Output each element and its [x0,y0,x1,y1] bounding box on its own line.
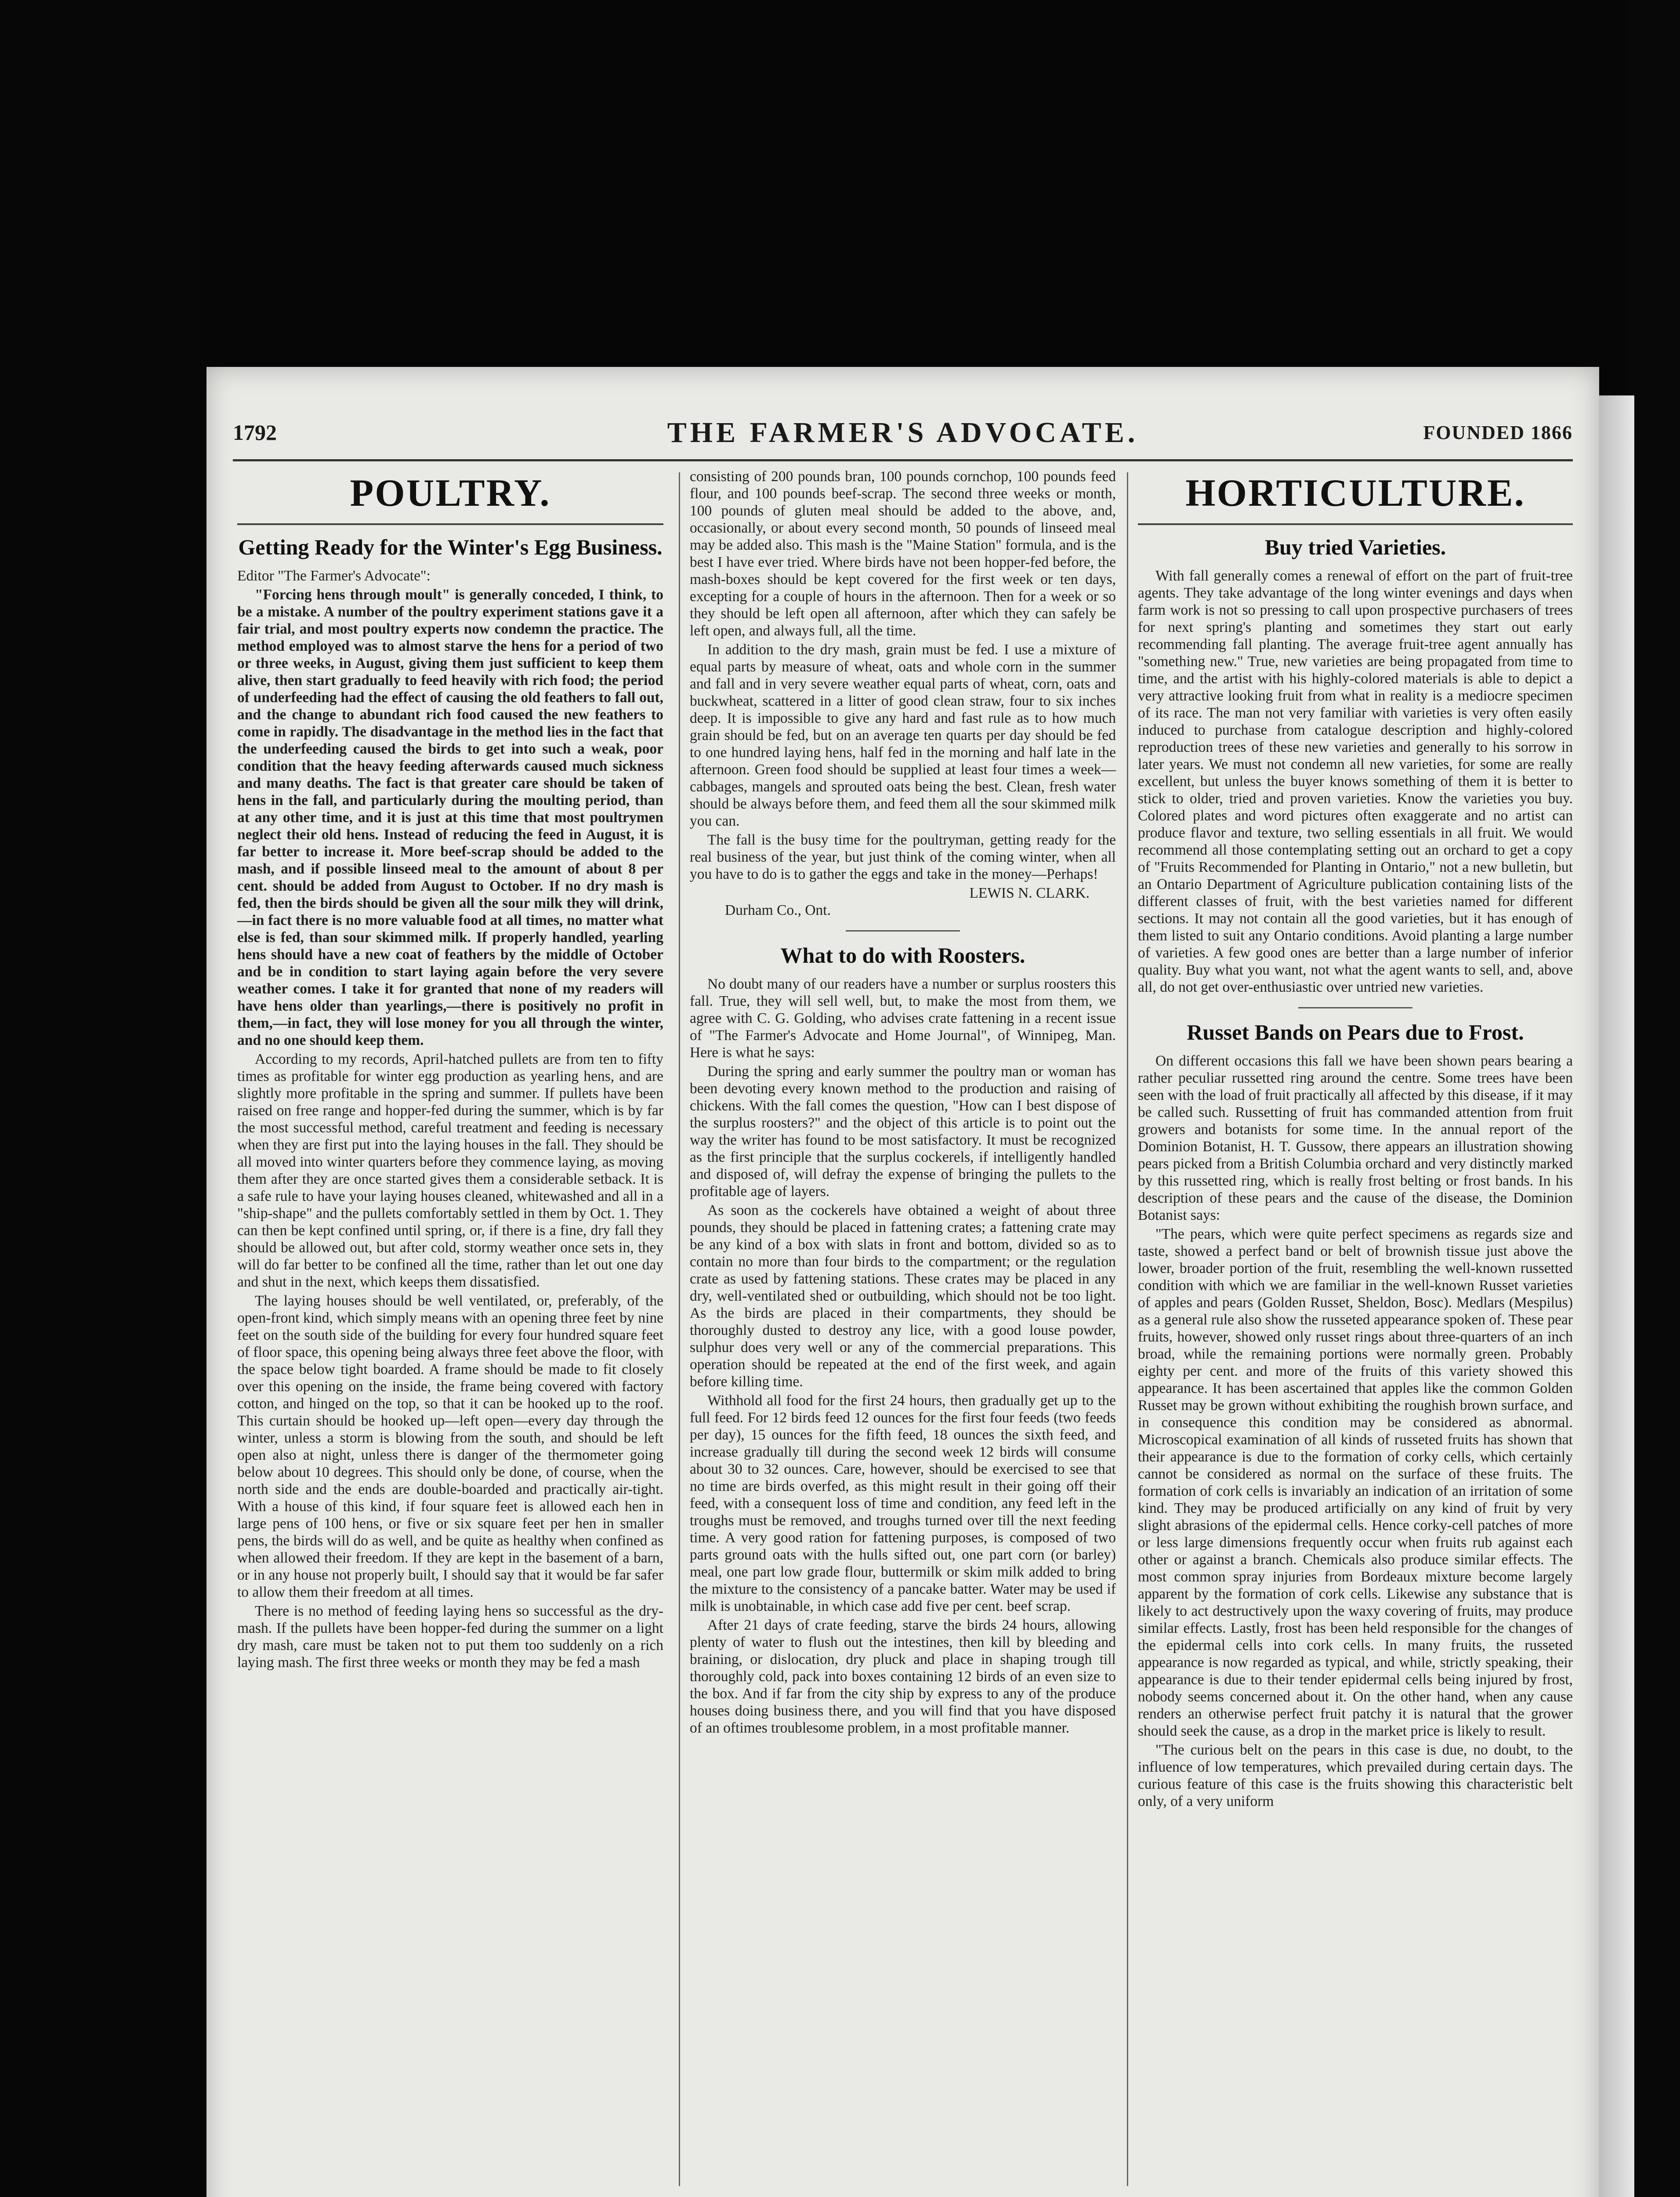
page-number: 1792 [233,420,277,445]
article-title-tried-varieties: Buy tried Varieties. [1264,535,1446,559]
paragraph: "The pears, which were quite perfect specimens as regards size and taste, showed a perfect band or belt of brownish tissue just above the lower, broader portion of the fruit, resembling the well-known russetted condition with which we are familiar in the well-known Russet varieties of apples and pears (Golden Russet, Sheldon, Bosc). Medlars (Mespilus) as a general rule also show the russeted appearance spoken of. These pear fruits, however, showed only russet rings about three-quarters of an inch broad, while the remaining portions were normally green. Probably eighty per cent. and more of the fruits of this variety showed this appearance. It has been ascertained that apples like the common Golden Russet may be grown without exhibiting the roughish brown surface, and in consequence this condition may be considered as abnormal. Microscopical examination of all kinds of russeted fruits has shown that their appearance is due to the formation of corky cells, which certainly cannot be considered as normal on the surface of these fruits. The formation of cork cells is invariably an indication of an irritation of some kind. They may be produced artificially on any kind of fruit by very slight abrasions of the epidermal cells. Hence corky-cell patches of more or less large dimensions frequently occur when fruits rub against each other or against a branch. Chemicals also produce similar effects. The most common spray injuries from Bordeaux mixture become largely apparent by the formation of cork cells. Likewise any substance that is likely to act destructively upon the waxy covering of fruits, may produce similar effects. Lastly, frost has been held responsible for the changes of the epidermal cells into cork cells. In many fruits, the russeted appearance is now regarded as typical, and while, strictly speaking, their appearance is due to their tender epidermal cells being injured by frost, nobody seems concerned about it. On the other hand, when any cause renders an otherwise perfect fruit patchy it is natural that the grower should seek the cause, as a drop in the market price is likely to result. [1138,1226,1573,1739]
paragraph: During the spring and early summer the poultry man or woman has been devoting every known method to the production and raising of chickens. With the fall comes the question, "How can I best dispose of the surplus roosters?" and the object of this article is to point out the way the writer has found to be most satisfactory. It must be recognized as the first principle that the surplus cockerels, if intelligently handled and disposed of, will defray the expense of bringing the pullets to the profitable age of layers. [690,1063,1116,1200]
adjacent-page-edge [1599,395,1634,2197]
column-poultry [237,468,663,1673]
paragraph: On different occasions this fall we have been shown pears bearing a rather peculiar russetted ring around the centre. Some trees have been seen with the load of fruit practically all affected by this disease, if it may be called such. Russetting of fruit has commanded attention from fruit growers and botanists for some time. In the annual report of the Dominion Botanist, H. T. Gussow, there appears an illustration showing pears picked from a British Columbia orchard and very distinctly marked by this russetted ring, which is really frost belting or frost bands. In his description of these pears and the cause of the disease, the Dominion Botanist says: [1138,1053,1573,1223]
paragraph: The fall is the busy time for the poultryman, getting ready for the real business of the year, but just think of the coming winter, when all you have to do is to gather the eggs and take in the money—Perhaps! [690,832,1116,882]
masthead [233,417,1573,455]
section-title-horticulture: HORTICULTURE. [1185,472,1525,515]
paragraph: consisting of 200 pounds bran, 100 pounds cornchop, 100 pounds feed flour, and 100 pounds beef-scrap. The second three weeks or month, 100 pounds of gluten meal should be added to the above, and, occasionally, or about every second month, 50 pounds of linseed meal may be added also. This mash is the "Maine Station" formula, and is the best I have ever tried. Where birds have not been hopper-fed before, the mash-boxes should be kept covered for the first week or ten days, excepting for a couple of hours in the afternoon. Then for a week or so they should be left open all afternoon, after which they can safely be left open, and always full, all the time. [690,468,1116,639]
author-location: Durham Co., Ont. [725,902,831,918]
paragraph: Withhold all food for the first 24 hours, then gradually get up to the full feed. For 12 birds feed 12 ounces for the first four feeds (two feeds per day), 15 ounces for the fifth feed, 18 ounces the sixth feed, and increase gradually till during the second week 12 birds will consume about 30 to 32 ounces. Care, however, should be exercised to see that no time are birds overfed, as this might result in their going off their feed, with a consequent loss of time and condition, any feed left in the troughs must be removed, and troughs turned over till the next feeding time. A very good ration for fattening purposes, is composed of two parts ground oats with the hulls sifted out, one part corn (or barley) meal, one part low grade flour, buttermilk or skim milk added to bring the mixture to the consistency of a pancake batter. Water may be used if milk is unobtainable, in which case add five per cent. beef scrap. [690,1392,1116,1614]
author-signature: LEWIS N. CLARK. [969,885,1090,901]
masthead-rule [233,459,1573,461]
microfilm-border-top [0,0,1680,365]
section-rule [1138,523,1573,525]
founded-line: FOUNDED 1866 [1423,422,1573,443]
paragraph: "Forcing hens through moult" is generally conceded, I think, to be a mistake. A number of the poultry experiment stations gave it a fair trial, and most poultry experts now condemn the practice. The method employed was to almost starve the hens for a period of two or three weeks, in August, giving them just sufficient to keep them alive, then start gradually to feed heavily with rich food; the period of underfeeding had the effect of causing the old feathers to fall out, and the change to abundant rich food caused the new feathers to come in rapidly. The disadvantage in the method lies in the fact that the underfeeding caused the birds to get into such a weak, poor condition that the heavy feeding afterwards caused much sickness and many deaths. The fact is that greater care should be taken of hens in the fall, and particularly during the moulting period, than at any other time, and it is just at this time that most poultrymen neglect their old hens. Instead of reducing the feed in August, it is far better to increase it. More beef-scrap should be added to the mash, and if possible linseed meal to the amount of about 8 per cent. should be added from August to October. If no dry mash is fed, then the birds should be given all the sour milk they will drink,—in fact there is no more valuable food at all times, no matter what else is fed, than sour skimmed milk. If properly handled, yearling hens should have a new coat of feathers by the middle of October and be in condition to start laying again before the very severe weather comes. I take it for granted that none of my readers will have hens older than yearlings,—there is positively no profit in them,—in fact, they will lose money for you all through the winter, and no one should keep them. [237,587,663,1048]
paragraph: According to my records, April-hatched pullets are from ten to fifty times as profitable for winter egg production as yearling hens, and are slightly more profitable in the spring and summer. If pullets have been raised on free range and hopper-fed during the summer, which is by far the most successful method, careful treatment and feeding is necessary when they are first put into the laying houses in the fall. They should be all moved into winter quarters before they commence laying, as moving them after they are once started gives them a considerable setback. It is a safe rule to have your laying houses cleaned, whitewashed and all in a "ship-shape" and the pullets comfortably settled in them by Oct. 1. They can then be kept confined until spring, or, if there is a fine, dry fall they should be allowed out, but after cold, stormy weather once sets in, they will do far better to be confined all the time, rather than let out one day and shut in the next, which keeps them dissatisfied. [237,1051,663,1290]
paragraph: In addition to the dry mash, grain must be fed. I use a mixture of equal parts by measure of wheat, oats and whole corn in the summer and fall and in very severe weather equal parts of wheat, corn, oats and buckwheat, scattered in a litter of good clean straw, four to six inches deep. It is impossible to give any hard and fast rule as to how much grain should be fed, but on an average ten quarts per day should be fed to one hundred laying hens, half fed in the morning and half late in the afternoon. Green food should be supplied at least four times a week—cabbages, mangels and sprouted oats being the best. Clean, fresh water should be always before them, and feed them all the sour skimmed milk you can. [690,642,1116,829]
column-divider [1127,472,1128,2186]
article-title-russet-bands: Russet Bands on Pears due to Frost. [1187,1020,1524,1044]
paragraph: After 21 days of crate feeding, starve the birds 24 hours, allowing plenty of water to flush out the intestines, then kill by bleeding and braining, or dislocation, dry pluck and place in shaping trough till thoroughly cold, pack into boxes containing 12 birds of an even size to the box. And if far from the city ship by express to any of the produce houses doing business there, and you will find that you have disposed of an oftimes troublesome problem, in a most profitable manner. [690,1617,1116,1736]
section-rule [237,523,663,525]
paragraph: There is no method of feeding laying hens so successful as the dry-mash. If the pullets have been hopper-fed during the summer on a light dry mash, care must be taken not to put them too suddenly on a rich laying mash. The first three weeks or month they may be fed a mash [237,1603,663,1671]
microfilm-border-right [1627,0,1680,2197]
newspaper-page [206,367,1599,2197]
column-horticulture [1138,468,1573,1812]
column-divider [679,472,680,2186]
microfilm-border-left [0,0,198,2197]
article-title-roosters: What to do with Roosters. [780,943,1025,968]
article-separator [1298,1007,1412,1008]
section-title-poultry: POULTRY. [350,472,551,515]
paragraph: With fall generally comes a renewal of effort on the part of fruit-tree agents. They take advantage of the long winter evenings and days when farm work is not so pressing to call upon prospective purchasers of trees for next spring's planting and sometimes they start out early recommending fall planting. The average fruit-tree agent annually has "something new." True, new varieties are being propagated from time to time, and the artist with his highly-colored materials is able to depict a very attractive looking fruit from what in reality is a mediocre specimen of its race. The man not very familiar with varieties is very often easily induced to purchase from catalogue description and highly-colored reproduction trees of these new varieties and generally to his sorrow in later years. We must not condemn all new varieties, for some are really excellent, but unless the buyer knows something of them it is better to stick to older, tried and proven varieties. Know the varieties you buy. Colored plates and word pictures often exaggerate and no artist can produce flavor and texture, two selling essentials in all fruit. We would recommend all those contemplating setting out an orchard to get a copy of "Fruits Recommended for Planting in Ontario," not a new bulletin, but an Ontario Department of Agriculture publication containing lists of the different classes of fruit, with the best varieties named for different sections. It may not contain all the good varieties, but it has enough of them listed to suit any Ontario conditions. Avoid planting a large number of varieties. A few good ones are better than a large number of inferior quality. Buy what you want, not what the agent wants to sell, and, above all, do not get over-enthusiastic over untried new varieties. [1138,568,1573,995]
paragraph: As soon as the cockerels have obtained a weight of about three pounds, they should be placed in fattening crates; a fattening crate may be any kind of a box with slats in front and bottom, divided so as to contain no more than four birds to the compartment; or the regulation crate as used by fattening stations. These crates may be placed in any dry, well-ventilated shed or outbuilding, which should not be too light. As the birds are placed in their compartments, they should be thoroughly dusted to destroy any lice, with a good louse powder, sulphur does very well or any of the commercial preparations. This operation should be repeated at the end of the first week, and again before killing time. [690,1202,1116,1390]
paragraph: The laying houses should be well ventilated, or, preferably, of the open-front kind, which simply means with an opening three feet by nine feet on the south side of the building for every four hundred square feet of floor space, this opening being always three feet above the floor, with the space below tight boarded. A frame should be made to fit closely over this opening on the inside, the frame being covered with factory cotton, and hinged on the top, so that it can be hooked up to the roof. This curtain should be hooked up—left open—every day through the winter, unless a storm is blowing from the south, and should be left open also at night, unless there is danger of the thermometer going below about 10 degrees. This should only be done, of course, when the north side and the ends are double-boarded and practically air-tight. With a house of this kind, if four square feet is allowed each hen in large pens of 100 hens, or five or six square feet per hen in smaller pens, the birds will do as well, and be quite as healthy when confined as when allowed their freedom. If they are kept in the basement of a barn, or in any house not properly built, I should say that it would be far safer to allow them their freedom at all times. [237,1293,663,1600]
article-title-winter-egg: Getting Ready for the Winter's Egg Business. [238,535,663,559]
paragraph: No doubt many of our readers have a number or surplus roosters this fall. True, they will sell well, but, to make the most from them, we agree with C. G. Golding, who advises crate fattening in a recent issue of "The Farmer's Advocate and Home Journal", of Winnipeg, Man. Here is what he says: [690,976,1116,1061]
salutation: Editor "The Farmer's Advocate": [237,568,431,584]
paragraph: "The curious belt on the pears in this case is due, no doubt, to the influence of low temperatures, which prevailed during certain days. The curious feature of this case is the fruits showing this characteristic belt only, of a very uniform [1138,1742,1573,1809]
paper-title: THE FARMER'S ADVOCATE. [667,417,1139,449]
column-middle [690,468,1116,1738]
article-separator [846,930,960,932]
